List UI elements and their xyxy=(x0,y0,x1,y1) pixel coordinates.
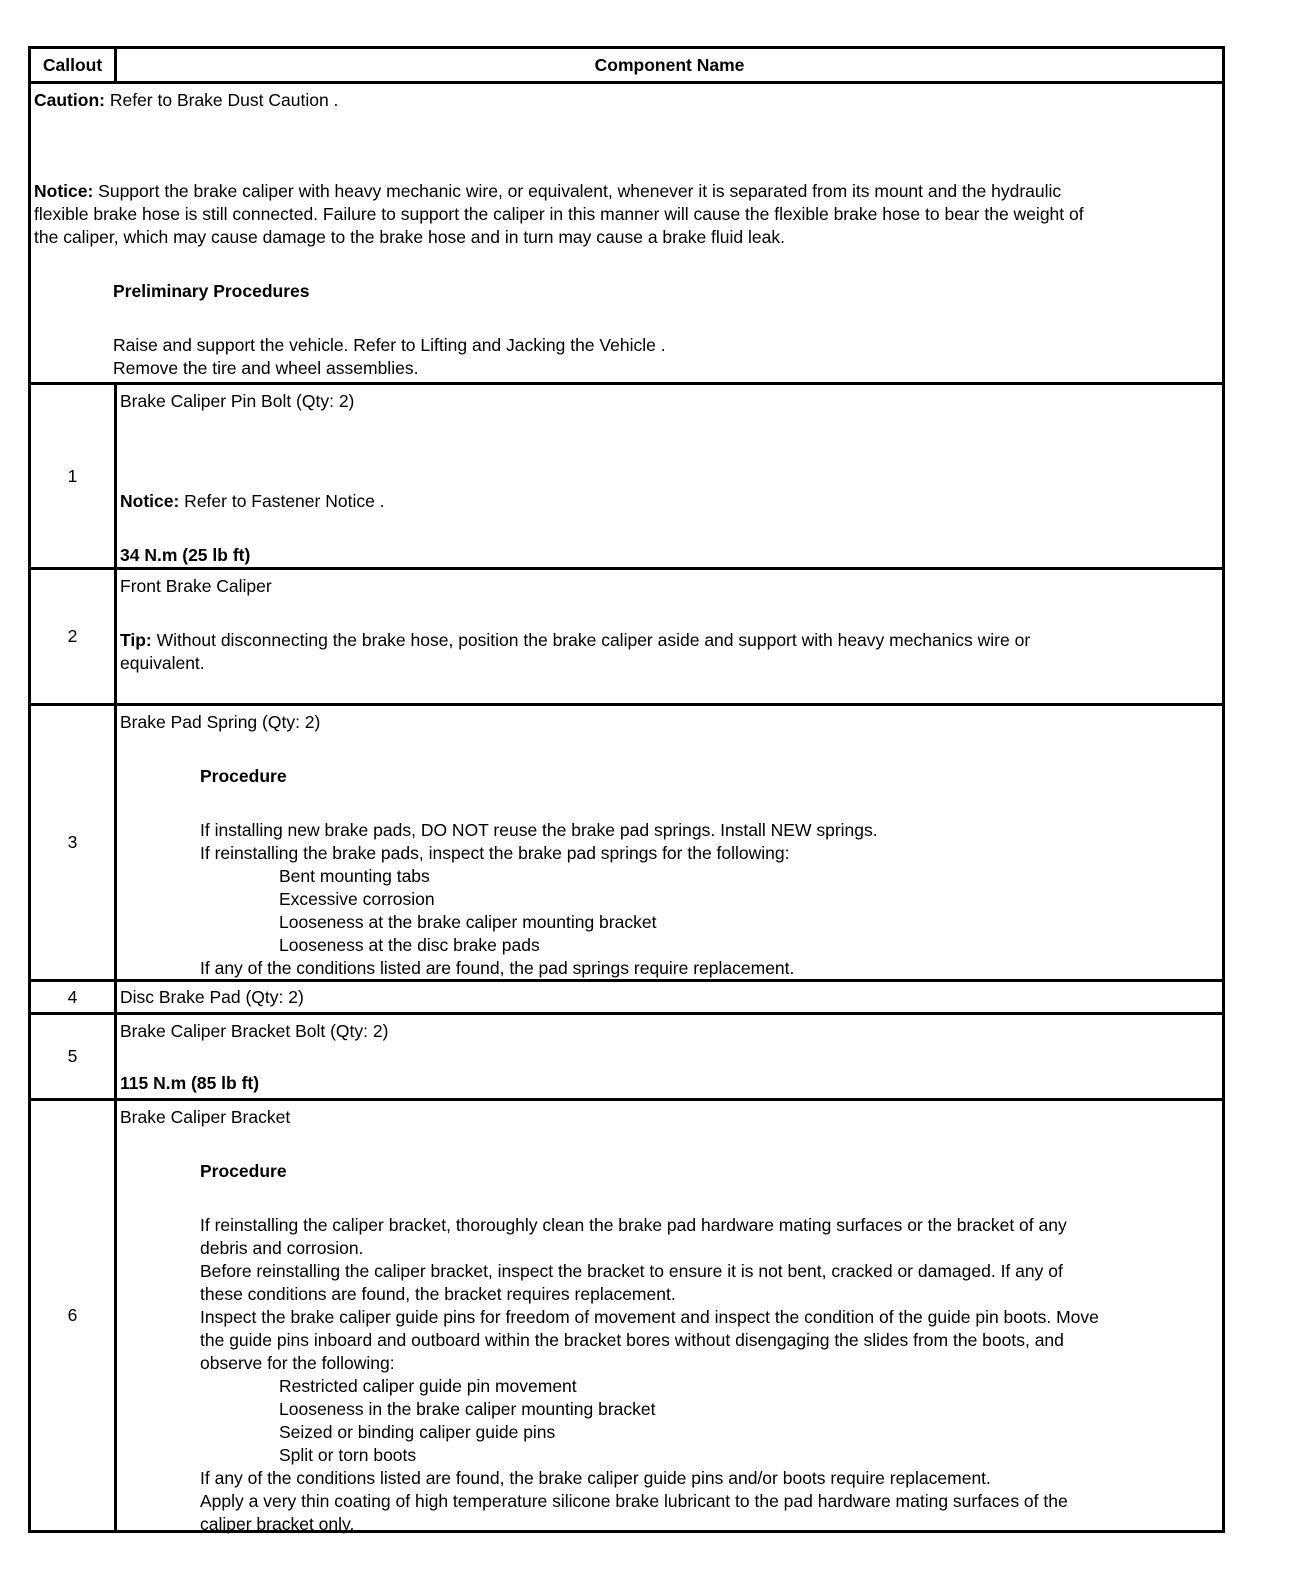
procedure-subitem: Split or torn boots xyxy=(279,1445,417,1465)
callout-header-cell xyxy=(31,49,117,81)
callout-header: Callout xyxy=(42,54,103,75)
procedure-subitem: Restricted caliper guide pin movement xyxy=(279,1376,577,1396)
component-name: Front Brake Caliper xyxy=(120,576,272,596)
preliminary-step-2: Remove the tire and wheel assemblies. xyxy=(113,358,419,378)
procedure-line: Inspect the brake caliper guide pins for freedom of movement and inspect the condition of the guide pin boots. Move xyxy=(200,1307,1099,1327)
component-cell xyxy=(117,1101,1222,1534)
procedure-line: If reinstalling the brake pads, inspect the brake pad springs for the following: xyxy=(200,843,790,863)
preliminary-procedures-title: Preliminary Procedures xyxy=(113,281,310,301)
procedure-line: If installing new brake pads, DO NOT reuse the brake pad springs. Install NEW springs. xyxy=(200,820,878,840)
tip-text-1: Without disconnecting the brake hose, position the brake caliper aside and support with heavy mechanics wire or xyxy=(151,630,1031,650)
callout-cell xyxy=(31,1015,117,1098)
component-cell xyxy=(117,982,1222,1012)
preliminary-step-1: Raise and support the vehicle. Refer to Lifting and Jacking the Vehicle . xyxy=(113,335,666,355)
component-header-cell xyxy=(117,49,1222,81)
caution-label: Caution: xyxy=(34,90,105,110)
procedure-line: If any of the conditions listed are found, the pad springs require replacement. xyxy=(200,958,795,978)
notice-text-1: Support the brake caliper with heavy mechanic wire, or equivalent, whenever it is separated from its mount and the hydraulic xyxy=(93,181,1062,201)
notice-text: Refer to Fastener Notice . xyxy=(179,491,385,511)
notice-line-2: flexible brake hose is still connected. Failure to support the caliper in this manner will cause the flexible brake hose to bear the weight of xyxy=(34,204,1084,224)
component-name: Brake Pad Spring (Qty: 2) xyxy=(120,712,321,732)
component-header: Component Name xyxy=(594,54,745,75)
procedure-title: Procedure xyxy=(200,1161,287,1181)
component-name: Brake Caliper Pin Bolt (Qty: 2) xyxy=(120,391,355,411)
table-row xyxy=(31,979,1222,1012)
caution-text: Refer to Brake Dust Caution . xyxy=(104,90,339,110)
procedure-subitem: Seized or binding caliper guide pins xyxy=(279,1422,556,1442)
notice-label: Notice: xyxy=(34,181,94,201)
torque-spec: 115 N.m (85 lb ft) xyxy=(120,1073,260,1093)
component-name: Brake Caliper Bracket xyxy=(120,1107,291,1127)
procedure-table xyxy=(28,46,1225,1533)
component-cell xyxy=(117,706,1222,979)
fastener-notice xyxy=(120,490,385,513)
procedure-line: these conditions are found, the bracket requires replacement. xyxy=(200,1284,676,1304)
callout-number: 6 xyxy=(67,1305,78,1325)
procedure-line: the guide pins inboard and outboard within the bracket bores without disengaging the slides from the boots, and xyxy=(200,1330,1064,1350)
table-row xyxy=(31,382,1222,567)
intro-cell xyxy=(31,84,1222,382)
component-cell xyxy=(117,1015,1222,1098)
notice-line-1 xyxy=(34,180,1061,203)
component-cell xyxy=(117,385,1222,567)
callout-number: 2 xyxy=(67,626,78,646)
tip-line-1 xyxy=(120,629,1030,652)
callout-cell xyxy=(31,706,117,979)
procedure-subitem: Looseness at the brake caliper mounting bracket xyxy=(279,912,657,932)
procedure-line: Before reinstalling the caliper bracket, inspect the bracket to ensure it is not bent, cracked or damaged. If any of xyxy=(200,1261,1063,1281)
table-row xyxy=(31,1012,1222,1098)
notice-label: Notice: xyxy=(120,491,180,511)
procedure-line: observe for the following: xyxy=(200,1353,395,1373)
caution-note xyxy=(34,89,338,112)
tip-line-2: equivalent. xyxy=(120,653,205,673)
procedure-title: Procedure xyxy=(200,766,287,786)
callout-number: 5 xyxy=(67,1046,78,1066)
table-row xyxy=(31,703,1222,979)
component-cell xyxy=(117,570,1222,703)
callout-cell xyxy=(31,570,117,703)
procedure-line: If reinstalling the caliper bracket, thoroughly clean the brake pad hardware mating surfaces or the bracket of any xyxy=(200,1215,1067,1235)
table-row xyxy=(31,567,1222,703)
procedure-subitem: Looseness in the brake caliper mounting bracket xyxy=(279,1399,656,1419)
notice-line-3: the caliper, which may cause damage to the brake hose and in turn may cause a brake fluid leak. xyxy=(34,227,785,247)
callout-number: 3 xyxy=(67,832,78,852)
callout-cell xyxy=(31,385,117,567)
procedure-subitem: Bent mounting tabs xyxy=(279,866,430,886)
table-row xyxy=(31,1098,1222,1534)
procedure-line: If any of the conditions listed are found, the brake caliper guide pins and/or boots require replacement. xyxy=(200,1468,991,1488)
callout-number: 4 xyxy=(67,986,78,1007)
torque-spec: 34 N.m (25 lb ft) xyxy=(120,545,251,565)
component-name: Disc Brake Pad (Qty: 2) xyxy=(120,987,304,1007)
callout-cell xyxy=(31,982,117,1012)
procedure-subitem: Looseness at the disc brake pads xyxy=(279,935,540,955)
intro-row xyxy=(31,81,1222,382)
procedure-line: caliper bracket only. xyxy=(200,1514,355,1534)
callout-cell xyxy=(31,1101,117,1530)
component-name: Brake Caliper Bracket Bolt (Qty: 2) xyxy=(120,1021,389,1041)
procedure-line: debris and corrosion. xyxy=(200,1238,364,1258)
tip-label: Tip: xyxy=(120,630,152,650)
callout-number: 1 xyxy=(67,465,78,486)
procedure-line: Apply a very thin coating of high temperature silicone brake lubricant to the pad hardware mating surfaces of the xyxy=(200,1491,1068,1511)
procedure-subitem: Excessive corrosion xyxy=(279,889,435,909)
table-header-row xyxy=(31,49,1222,81)
